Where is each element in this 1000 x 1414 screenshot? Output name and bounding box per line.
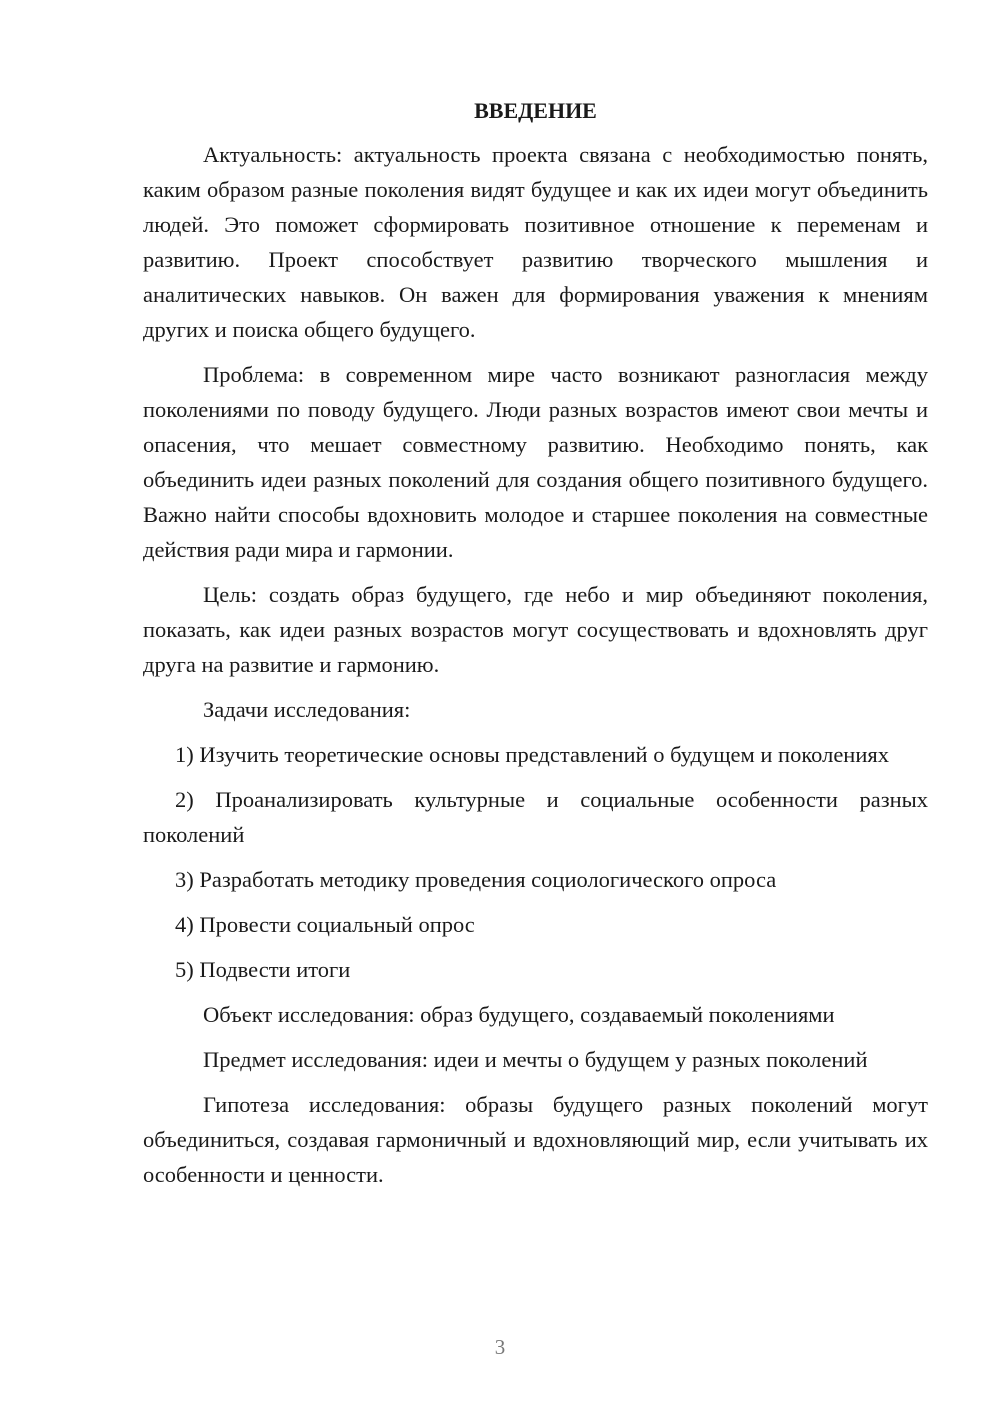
object-paragraph: Объект исследования: образ будущего, создаваемый поколениями (203, 1002, 835, 1027)
tasks-title: Задачи исследования: (203, 697, 411, 722)
task-item: 4) Провести социальный опрос (175, 912, 475, 937)
task-item: 2) Проанализировать культурные и социальные особенности разных поколений (143, 787, 928, 847)
page-content (143, 93, 928, 1202)
task-item: 1) Изучить теоретические основы представлений о будущем и поколениях (175, 742, 889, 767)
task-item: 3) Разработать методику проведения социологического опроса (175, 867, 777, 892)
problem-paragraph: Проблема: в современном мире часто возникают разногласия между поколениями по поводу будущего. Люди разных возрастов имеют свои мечты и опасения, что мешает совместному развитию. Необходимо понять, как объединить идеи разных поколений для создания общего позитивного будущего. Важно найти способы вдохновить молодое и старшее поколения на совместные действия ради мира и гармонии. (143, 362, 928, 562)
page-number: 3 (494, 1335, 506, 1359)
goal-paragraph: Цель: создать образ будущего, где небо и мир объединяют поколения, показать, как идеи разных возрастов могут сосуществовать и вдохновлять друг друга на развитие и гармонию. (143, 582, 928, 677)
task-item: 5) Подвести итоги (175, 957, 351, 982)
relevance-paragraph: Актуальность: актуальность проекта связана с необходимостью понять, каким образом разные поколения видят будущее и как их идеи могут объединить людей. Это поможет сформировать позитивное отношение к переменам и развитию. Проект способствует развитию творческого мышления и аналитических навыков. Он важен для формирования уважения к мнениям других и поиска общего будущего. (143, 142, 928, 342)
hypothesis-paragraph: Гипотеза исследования: образы будущего разных поколений могут объединиться, создавая гармоничный и вдохновляющий мир, если учитывать их особенности и ценности. (143, 1092, 928, 1187)
subject-paragraph: Предмет исследования: идеи и мечты о будущем у разных поколений (203, 1047, 868, 1072)
section-heading: ВВЕДЕНИЕ (474, 98, 597, 123)
tasks-list (143, 737, 928, 987)
